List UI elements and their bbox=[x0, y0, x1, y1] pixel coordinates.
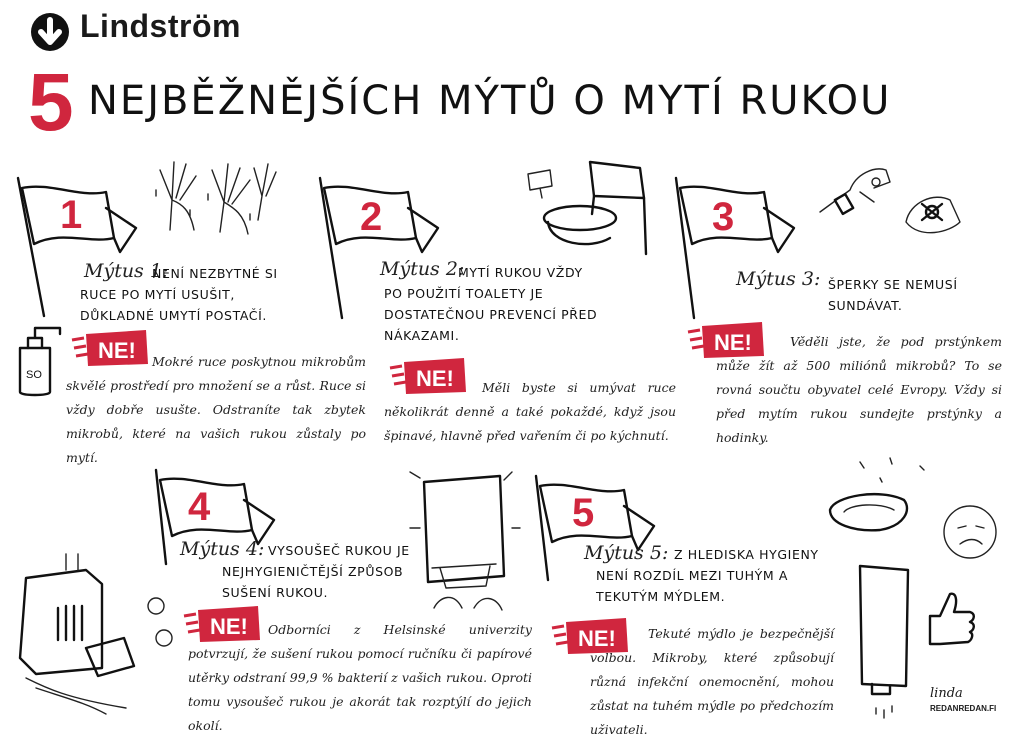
myth-explanation: Měli byste si umývat ruce několikrát denně a také pokaždé, když jsou špinavé, hlavně před vařením či po kýchnutí. bbox=[384, 380, 676, 443]
signature-name: linda bbox=[930, 686, 963, 701]
myth-explanation: Mokré ruce poskytnou mikrobům skvělé prostředí pro množení se a růst. Ruce si vždy dobře usušte. Odstraníte tak zbytek mikrobů, které na vašich rukou zůstaly po mytí. bbox=[66, 354, 366, 465]
flag-number: 3 bbox=[712, 195, 735, 239]
soap-dispenser-icon bbox=[850, 560, 920, 726]
hands-icon bbox=[150, 150, 280, 240]
flag-number: 2 bbox=[360, 195, 383, 239]
paper-towel-dispenser-icon bbox=[400, 468, 530, 628]
hand-dryer-icon bbox=[6, 548, 186, 718]
svg-text:NE!: NE! bbox=[578, 626, 616, 651]
flag-icon bbox=[668, 170, 798, 320]
soap-bar-icon bbox=[820, 452, 1010, 562]
flag-number: 4 bbox=[188, 485, 211, 529]
signature-site: REDANREDAN.FI bbox=[930, 704, 997, 713]
svg-text:NE!: NE! bbox=[98, 338, 136, 363]
myth-statement: VYSOUŠEČ RUKOU JE NEJHYGIENIČTĚJŠÍ ZPŮSOB SUŠENÍ RUKOU. bbox=[222, 543, 410, 600]
thumbs-up-icon bbox=[920, 586, 980, 656]
myth-statement: NENÍ NEZBYTNÉ SI RUCE PO MYTÍ USUŠIT, DŮKLADNÉ UMYTÍ POSTAČÍ. bbox=[80, 266, 278, 323]
myth-explanation: Odborníci z Helsinské univerzity potvrzují, že sušení rukou pomocí ručníku či papírové utěrky odstraní 99,9 % bakterií z vašich rukou. Oproti tomu vysoušeč rukou je akorát tak rozptýlí do jejich okolí. bbox=[188, 622, 532, 733]
myth-heading: Mýtus 2: bbox=[380, 258, 465, 280]
jewelry-icon bbox=[810, 152, 980, 252]
myth-heading: Mýtus 5: bbox=[584, 542, 669, 564]
title-number: 5 bbox=[28, 57, 74, 148]
lindstrom-logo-icon bbox=[30, 12, 70, 52]
myth-heading: Mýtus 3: bbox=[736, 268, 821, 290]
svg-text:SO: SO bbox=[26, 369, 42, 381]
svg-text:NE!: NE! bbox=[210, 614, 248, 639]
myth-heading: Mýtus 4: bbox=[180, 538, 265, 560]
brand-name: Lindström bbox=[80, 8, 241, 44]
myth-statement: MYTÍ RUKOU VŽDY PO POUŽITÍ TOALETY JE DOSTATEČNOU PREVENCÍ PŘED NÁKAZAMI. bbox=[384, 265, 598, 343]
myth-explanation: Věděli jste, že pod prstýnkem může žít až 500 miliónů mikrobů? To se rovná součtu obyvatel celé Evropy. Vždy si před mytím rukou sundejte prstýnky a hodinky. bbox=[716, 334, 1002, 445]
myth-explanation: Tekuté mýdlo je bezpečnější volbou. Mikroby, které způsobují různá infekční onemocnění, mohou zůstat na tuhém mýdle po předchozím uživateli. bbox=[590, 626, 834, 737]
svg-text:NE!: NE! bbox=[714, 330, 752, 355]
flag-number: 1 bbox=[60, 193, 83, 237]
toilet-icon bbox=[520, 158, 660, 258]
svg-text:NE!: NE! bbox=[416, 366, 454, 391]
myth-heading: Mýtus 1: bbox=[84, 260, 169, 282]
myth-statement: Z HLEDISKA HYGIENY NENÍ ROZDÍL MEZI TUHÝM A TEKUTÝM MÝDLEM. bbox=[596, 547, 819, 604]
flag-number: 5 bbox=[572, 491, 595, 535]
page-title: NEJBĚŽNĚJŠÍCH MÝTŮ O MYTÍ RUKOU bbox=[88, 78, 892, 124]
myth-statement: ŠPERKY SE NEMUSÍ SUNDÁVAT. bbox=[828, 277, 958, 313]
